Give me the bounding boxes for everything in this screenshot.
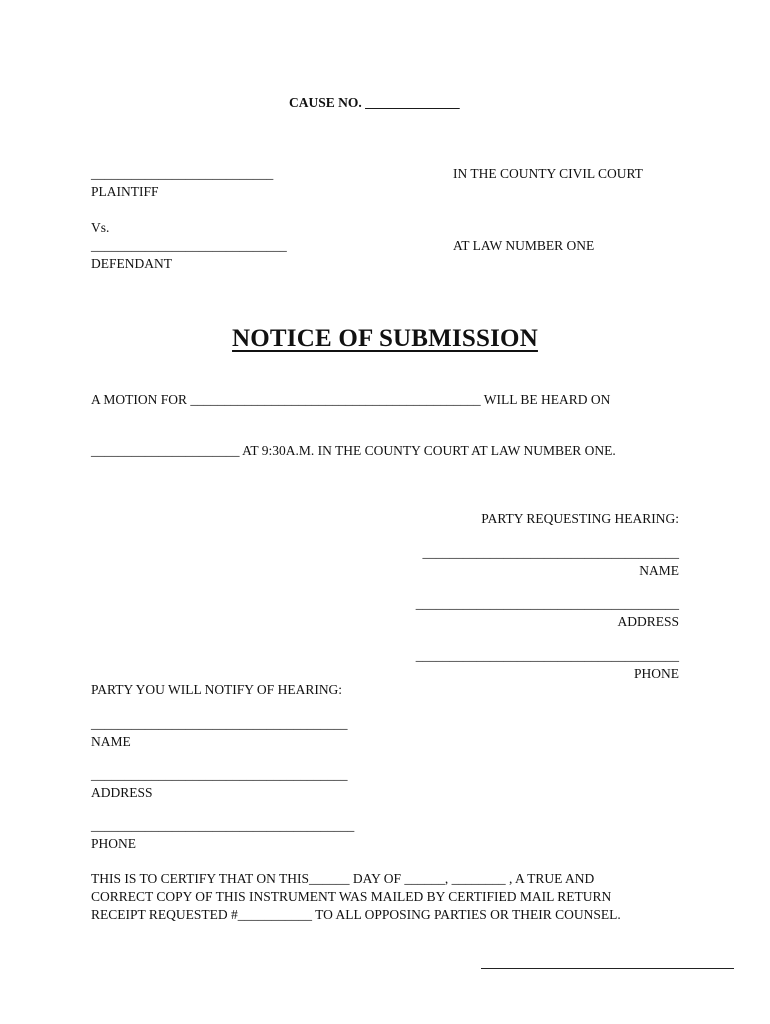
certificate-line-1: THIS IS TO CERTIFY THAT ON THIS______ DAY OF ______, ________ , A TRUE AND [91, 871, 595, 886]
requesting-address-blank[interactable]: _______________________________________ [415, 596, 679, 611]
motion-line-2: ______________________ AT 9:30A.M. IN THE COUNTY COURT AT LAW NUMBER ONE. [91, 443, 616, 458]
notified-name-label: NAME [91, 734, 131, 749]
certificate-line-3: RECEIPT REQUESTED #___________ TO ALL OPPOSING PARTIES OR THEIR COUNSEL. [91, 907, 621, 922]
certificate-of-service [91, 870, 711, 924]
requesting-phone-blank[interactable]: _______________________________________ [415, 648, 679, 663]
court-name-line1: IN THE COUNTY CIVIL COURT [453, 166, 643, 181]
cause-number-line [289, 95, 460, 111]
motion-line-1: A MOTION FOR ___________________________________________ WILL BE HEARD ON [91, 392, 611, 407]
notified-phone-label: PHONE [91, 836, 137, 851]
signature-line[interactable] [481, 968, 734, 969]
document-title: NOTICE OF SUBMISSION [232, 325, 538, 352]
versus-label: Vs. [91, 220, 110, 235]
plaintiff-blank[interactable]: ___________________________ [91, 166, 274, 181]
notified-party-heading: PARTY YOU WILL NOTIFY OF HEARING: [91, 682, 343, 697]
defendant-label: DEFENDANT [91, 256, 172, 271]
requesting-phone-label: PHONE [633, 666, 679, 681]
cause-number-blank[interactable]: ______________ [365, 95, 460, 110]
defendant-blank[interactable]: _____________________________ [91, 238, 287, 253]
certificate-line-2: CORRECT COPY OF THIS INSTRUMENT WAS MAILED BY CERTIFIED MAIL RETURN [91, 889, 612, 904]
requesting-address-label: ADDRESS [617, 614, 679, 629]
requesting-party-heading: PARTY REQUESTING HEARING: [481, 511, 679, 526]
notified-address-label: ADDRESS [91, 785, 153, 800]
court-name-line2: AT LAW NUMBER ONE [453, 238, 595, 253]
cause-number-label: CAUSE NO. [289, 95, 362, 110]
notified-name-blank[interactable]: ______________________________________ [91, 716, 348, 731]
notified-address-blank[interactable]: ______________________________________ [91, 767, 348, 782]
requesting-name-label: NAME [639, 563, 679, 578]
notified-phone-blank[interactable]: _______________________________________ [91, 818, 355, 833]
plaintiff-label: PLAINTIFF [91, 184, 159, 199]
requesting-name-blank[interactable]: ______________________________________ [422, 545, 679, 560]
